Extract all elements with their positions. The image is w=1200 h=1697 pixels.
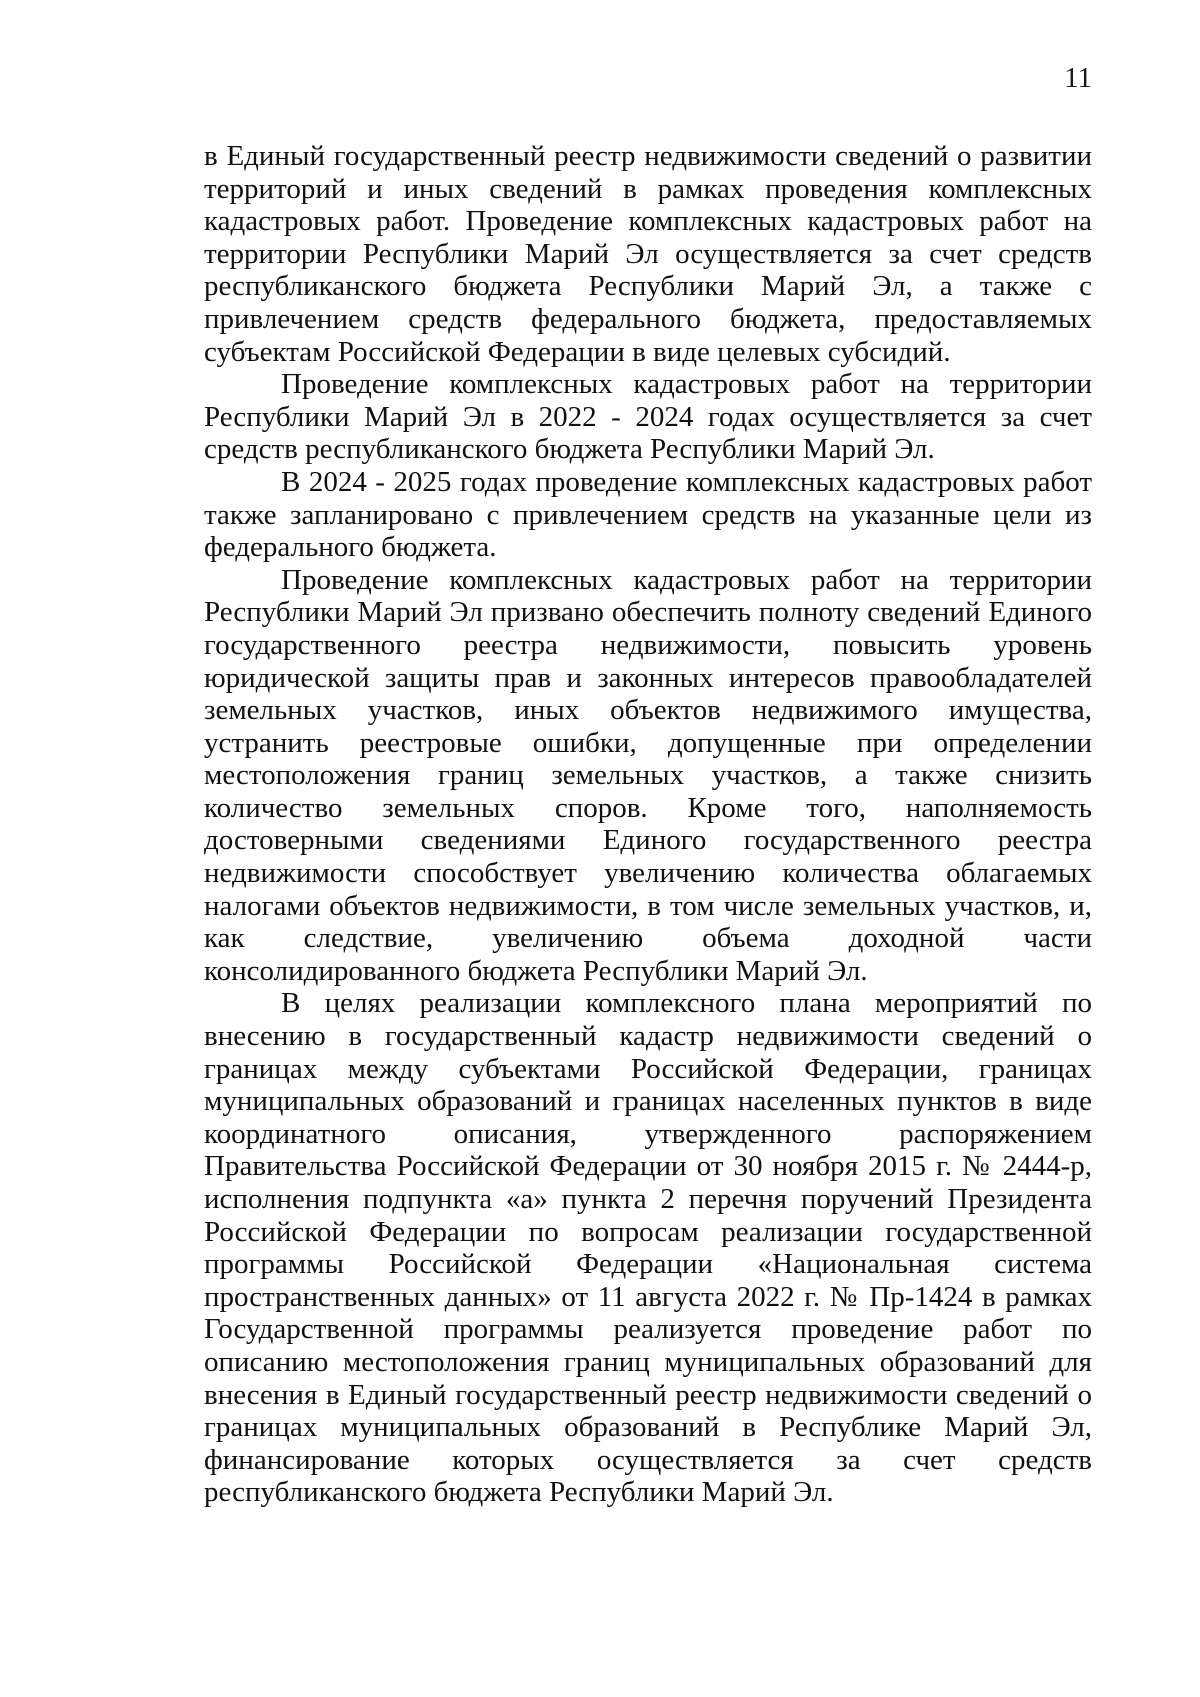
page-number: 11 (1064, 62, 1092, 94)
document-body (204, 140, 1092, 1509)
paragraph: В 2024 - 2025 годах проведение комплексных кадастровых работ также запланировано с привлечением средств на указанные цели из федерального бюджета. (204, 465, 1092, 564)
paragraph: в Единый государственный реестр недвижимости сведений о развитии территорий и иных сведений в рамках проведения комплексных кадастровых работ. Проведение комплексных кадастровых работ на территории Республики Марий Эл осуществляется за счет средств республиканского бюджета Республики Марий Эл, а также с привлечением средств федерального бюджета, предоставляемых субъектам Российской Федерации в виде целевых субсидий. (204, 140, 1092, 368)
paragraph: В целях реализации комплексного плана мероприятий по внесению в государственный кадастр недвижимости сведений о границах между субъектами Российской Федерации, границах муниципальных образований и границах населенных пунктов в виде координатного описания, утвержденного распоряжением Правительства Российской Федерации от 30 ноября 2015 г. № 2444-р, исполнения подпункта «а» пункта 2 перечня поручений Президента Российской Федерации по вопросам реализации государственной программы Российской Федерации «Национальная система пространственных данных» от 11 августа 2022 г. № Пр-1424 в рамках Государственной программы реализуется проведение работ по описанию местоположения границ муниципальных образований для внесения в Единый государственный реестр недвижимости сведений о границах муниципальных образований в Республике Марий Эл, финансирование которых осуществляется за счет средств республиканского бюджета Республики Марий Эл. (204, 987, 1092, 1509)
paragraph: Проведение комплексных кадастровых работ на территории Республики Марий Эл в 2022 - 2024 годах осуществляется за счет средств республиканского бюджета Республики Марий Эл. (204, 368, 1092, 466)
paragraph: Проведение комплексных кадастровых работ на территории Республики Марий Эл призвано обеспечить полноту сведений Единого государственного реестра недвижимости, повысить уровень юридической защиты прав и законных интересов правообладателей земельных участков, иных объектов недвижимого имущества, устранить реестровые ошибки, допущенные при определении местоположения границ земельных участков, а также снизить количество земельных споров. Кроме того, наполняемость достоверными сведениями Единого государственного реестра недвижимости способствует увеличению количества облагаемых налогами объектов недвижимости, в том числе земельных участков, и, как следствие, увеличению объема доходной части консолидированного бюджета Республики Марий Эл. (204, 563, 1092, 987)
